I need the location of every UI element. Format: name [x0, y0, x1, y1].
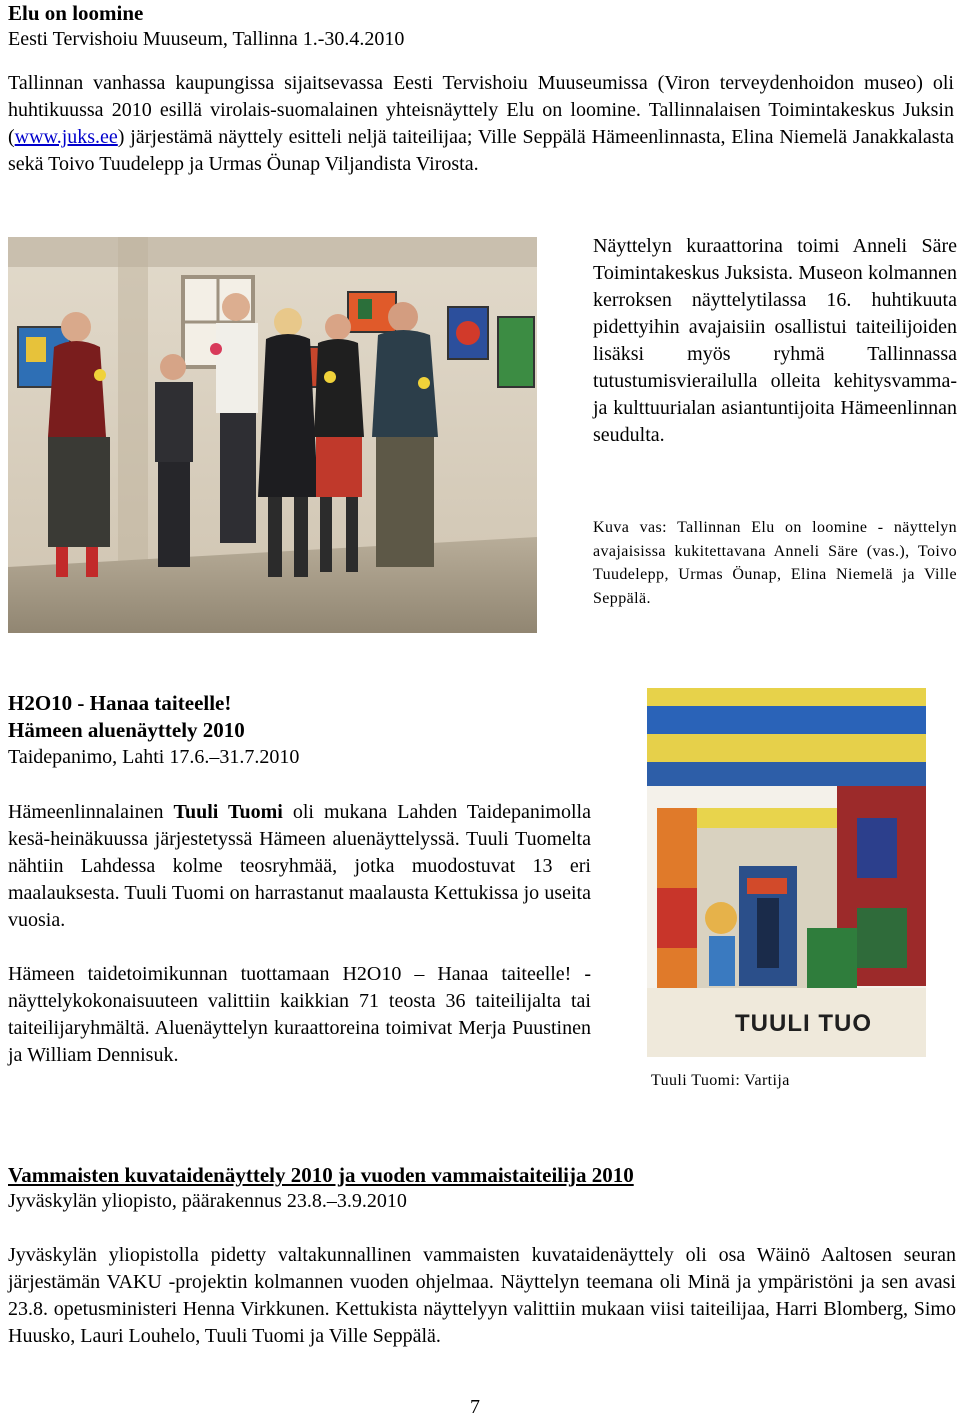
painting-signature: TUULI TUO: [735, 1010, 872, 1037]
artist-name-tuuli-tuomi: Tuuli Tuomi: [173, 801, 283, 823]
section3-subtitle: Jyväskylän yliopisto, päärakennus 23.8.–3.9.2010: [8, 1190, 407, 1212]
exhibition-opening-photo: [8, 237, 537, 633]
intro-text-end: ) järjestämä näyttely esitteli neljä taiteilijaa; Ville Seppälä Hämeenlinnasta, Elina Niemelä Janakkalasta sekä Toivo Tuudelepp ja Urmas Öunap Viljandista Virosta.: [8, 126, 954, 175]
section2-paragraph-1: [8, 799, 591, 934]
p1-rest: oli mukana Lahden Taidepanimolla kesä-heinäkuussa järjestetyssä Hämeen aluenäyttelyssä. Tuuli Tuomelta nähtiin Lahdessa kolme teosryhmää, jotka muodostuvat 13 eri maalauksesta. Tuuli Tuomi on harrastanut maalausta Kettukissa jo useita vuosia.: [8, 801, 591, 931]
section1-intro-paragraph: [8, 70, 954, 178]
section3-paragraph: Jyväskylän yliopistolla pidetty valtakunnallinen vammaisten kuvataidenäyttely oli osa Wäinö Aaltosen seuran järjestämän VAKU -projektin kolmannen vuoden ohjelmaa. Näyttelyn teemana oli Minä ja ympäristöni ja sen avasi 23.8. opetusministeri Henna Virkkunen. Kettukista näyttelyyn valittiin mukaan viisi taiteilijaa, Harri Blomberg, Simo Huusko, Lauri Louhelo, Tuuli Tuomi ja Ville Seppälä.: [8, 1244, 956, 1347]
section1-title: Elu on loomine: [8, 1, 144, 25]
section2-title-line1: H2O10 - Hanaa taiteelle!: [8, 691, 232, 715]
section1-side-paragraph: Näyttelyn kuraattorina toimi Anneli Säre Toimintakeskus Juksista. Museon kolmannen kerroksen näyttelytilassa 16. huhtikuuta pidettyihin avajaisiin osallistui taiteilijoiden lisäksi myös ryhmä Tallinnassa tutustumisvierailulla olleita kehitysvamma- ja kulttuurialan asiantuntijoita Hämeenlinnan seudulta.: [593, 235, 957, 446]
section2-painting-caption: Tuuli Tuomi: Vartija: [651, 1072, 790, 1089]
intro-text-start: Tallinnan vanhassa kaupungissa sijaitsevassa Eesti Tervishoiu Muuseumissa (Viron terveydenhoidon museo) oli huhtikuussa 2010 esillä virolais-suomalainen yhteisnäyttely Elu on loomine. Tallinnalaisen Toimintakeskus Juksin (: [8, 72, 954, 148]
p1-start: Hämeenlinnalainen: [8, 801, 174, 823]
page-number: 7: [470, 1396, 480, 1418]
vartija-painting: [647, 688, 926, 1057]
section2-paragraph-2: Hämeen taidetoimikunnan tuottamaan H2O10 – Hanaa taiteelle! -näyttelykokonaisuuteen valittiin kaikkian 71 teosta 36 taiteilijalta tai taiteilijaryhmältä. Aluenäyttelyn kuraattoreina toimivat Merja Puustinen ja William Dennisuk.: [8, 963, 591, 1066]
section2-subtitle: Taidepanimo, Lahti 17.6.–31.7.2010: [8, 746, 300, 768]
section3-title: Vammaisten kuvataidenäyttely 2010 ja vuoden vammaistaiteilija 2010: [8, 1163, 634, 1187]
section2-title-line2: Hämeen aluenäyttely 2010: [8, 718, 245, 742]
vartija-painting-art: [647, 688, 926, 1057]
exhibition-opening-photo-art: [8, 237, 537, 633]
section1-subtitle: Eesti Tervishoiu Muuseum, Tallinna 1.-30.4.2010: [8, 28, 405, 50]
section1-photo-caption: Kuva vas: Tallinnan Elu on loomine - näyttelyn avajaisissa kukitettavana Anneli Säre (vas.), Toivo Tuudelepp, Urmas Öunap, Elina Niemelä ja Ville Seppälä.: [593, 519, 957, 607]
juks-link[interactable]: www.juks.ee: [14, 126, 118, 148]
